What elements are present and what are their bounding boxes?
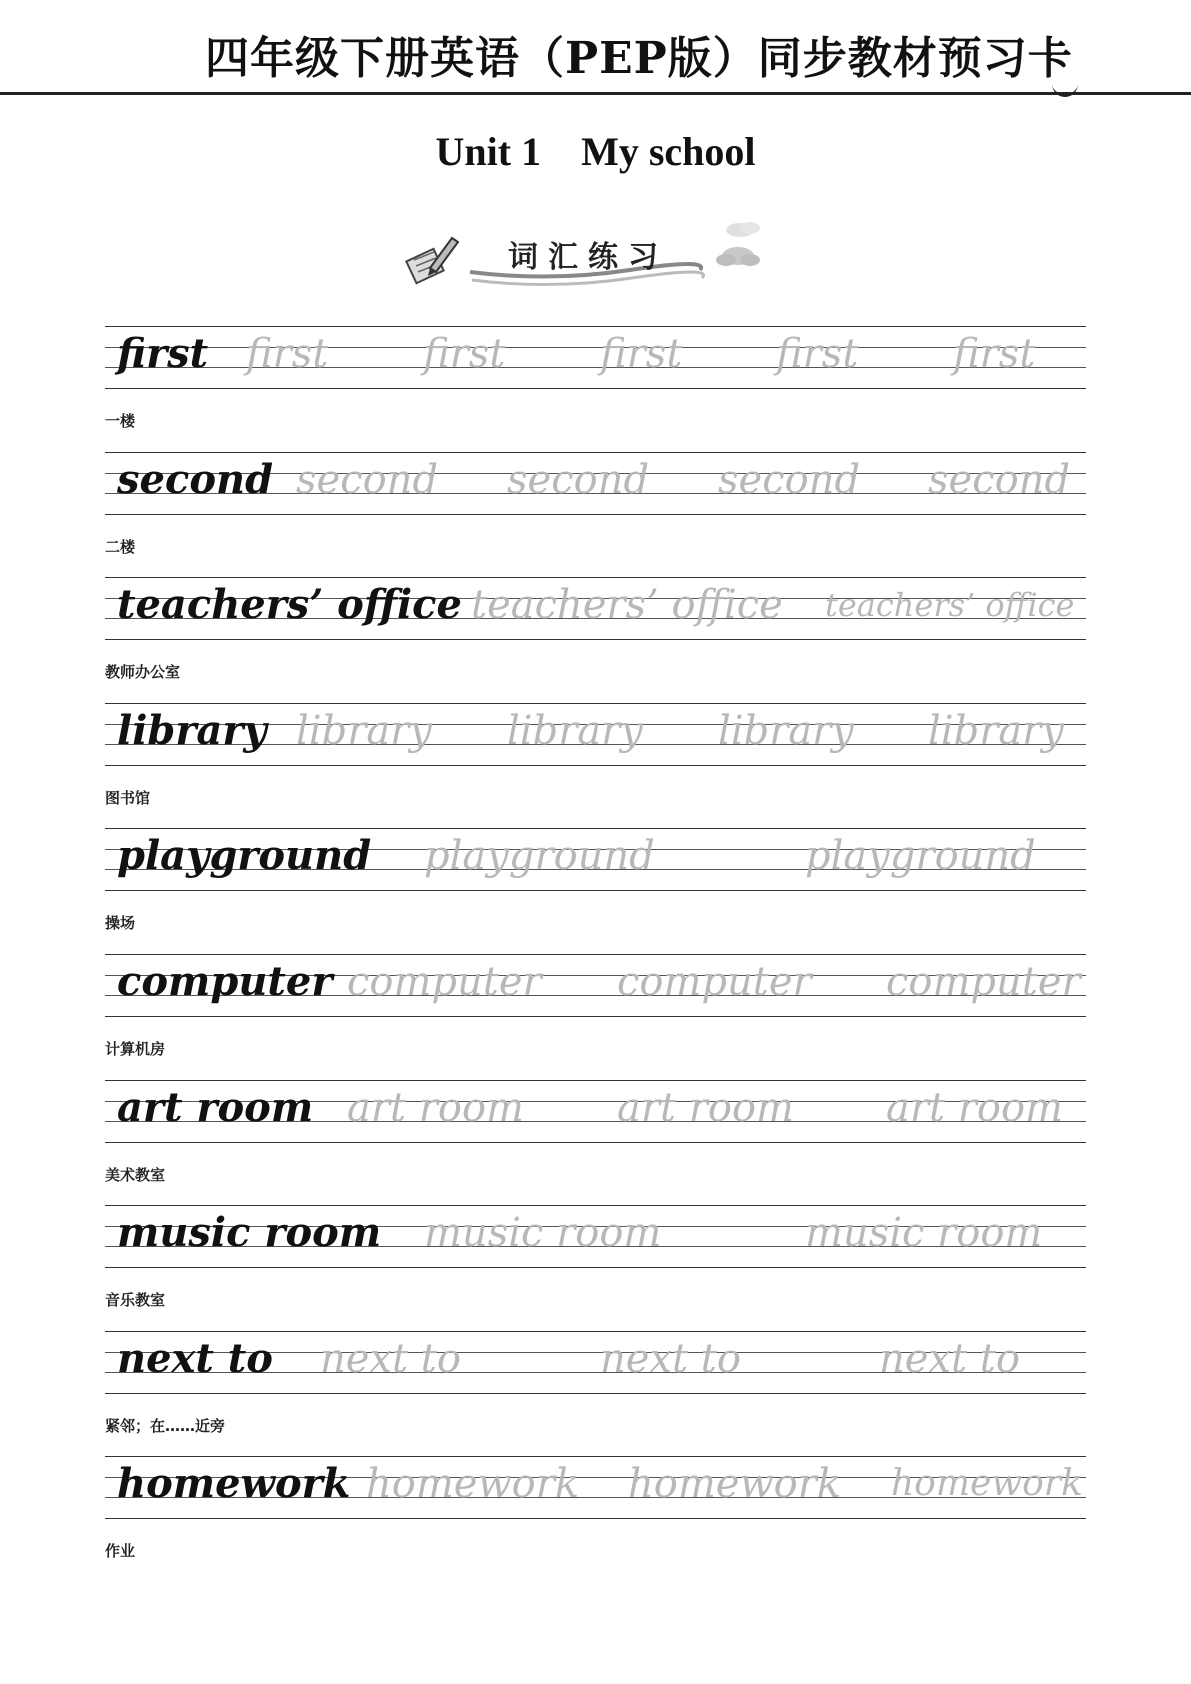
trace-word: homework [891, 1463, 1083, 1504]
vocab-row [105, 452, 1086, 577]
vocab-meaning: 一楼 [105, 412, 136, 430]
trace-word: playground [805, 833, 1036, 879]
trace-word: art room [886, 1085, 1063, 1131]
trace-word: first [246, 331, 329, 377]
writing-line [105, 954, 1086, 955]
writing-line [105, 388, 1086, 389]
vocab-word: library [117, 707, 267, 754]
vocab-word: computer [117, 958, 333, 1005]
writing-line [105, 1267, 1086, 1268]
vocab-meaning: 操场 [105, 914, 136, 932]
vocab-row [105, 577, 1086, 702]
trace-word: library [928, 708, 1064, 754]
vocab-row [105, 954, 1086, 1079]
writing-line [105, 828, 1086, 829]
trace-word: first [953, 331, 1036, 377]
vocab-word: playground [117, 832, 372, 879]
trace-word: next to [320, 1336, 461, 1382]
vocab-meaning: 作业 [105, 1542, 136, 1560]
vocab-word: homework [117, 1460, 351, 1507]
trace-word: computer [617, 959, 812, 1005]
trace-word: homework [366, 1461, 580, 1507]
vocab-row [105, 1331, 1086, 1456]
trace-word: library [296, 708, 432, 754]
trace-word: library [507, 708, 643, 754]
vocab-meaning: 计算机房 [105, 1040, 166, 1058]
trace-word: next to [879, 1336, 1020, 1382]
vocab-word: art room [117, 1084, 314, 1131]
vocab-meaning: 二楼 [105, 538, 136, 556]
trace-word: first [423, 331, 506, 377]
vocab-meaning: 图书馆 [105, 789, 151, 807]
writing-line [105, 1331, 1086, 1332]
trace-word: library [718, 708, 854, 754]
vocab-meaning: 音乐教室 [105, 1291, 166, 1309]
vocab-row [105, 1205, 1086, 1330]
writing-line [105, 1456, 1086, 1457]
writing-line [105, 514, 1086, 515]
writing-line [105, 1393, 1086, 1394]
vocab-row [105, 1080, 1086, 1205]
trace-word: computer [347, 959, 542, 1005]
trace-word: second [718, 457, 861, 503]
unit-title: Unit 1 My school [435, 129, 756, 174]
trace-word: second [296, 457, 439, 503]
vocab-word: second [117, 456, 274, 503]
trace-word: first [600, 331, 683, 377]
trace-word: music room [424, 1210, 662, 1256]
section-label: 词汇练习 [508, 240, 668, 275]
writing-line [105, 703, 1086, 704]
writing-line [105, 326, 1086, 327]
trace-word: second [507, 457, 650, 503]
trace-word: playground [424, 833, 655, 879]
writing-line [105, 639, 1086, 640]
trace-word: teachers’ office [825, 586, 1075, 624]
vocab-list [105, 0, 1086, 1684]
writing-line [105, 1518, 1086, 1519]
vocab-meaning: 紧邻；在……近旁 [105, 1417, 226, 1435]
trace-word: first [776, 331, 859, 377]
writing-line [105, 1205, 1086, 1206]
trace-word: music room [805, 1210, 1043, 1256]
trace-word: art room [347, 1085, 524, 1131]
trace-word: art room [617, 1085, 794, 1131]
trace-word: computer [886, 959, 1081, 1005]
writing-line [105, 1016, 1086, 1017]
trace-word: teachers’ office [471, 582, 783, 628]
trace-word: second [928, 457, 1071, 503]
vocab-row [105, 326, 1086, 451]
writing-line [105, 765, 1086, 766]
vocab-meaning: 教师办公室 [105, 663, 181, 681]
vocab-row [105, 703, 1086, 828]
vocab-meaning: 美术教室 [105, 1166, 166, 1184]
vocab-row [105, 828, 1086, 953]
vocab-row [105, 1456, 1086, 1581]
vocab-word: teachers’ office [117, 581, 462, 628]
trace-word: next to [600, 1336, 741, 1382]
vocab-word: first [117, 330, 209, 377]
writing-line [105, 1080, 1086, 1081]
vocab-word: music room [117, 1209, 382, 1256]
writing-line [105, 890, 1086, 891]
trace-word: homework [628, 1461, 842, 1507]
vocab-word: next to [117, 1335, 273, 1382]
page-title: 四年级下册英语（PEP版）同步教材预习卡 [205, 33, 1073, 84]
writing-line [105, 1142, 1086, 1143]
writing-line [105, 452, 1086, 453]
writing-line [105, 577, 1086, 578]
